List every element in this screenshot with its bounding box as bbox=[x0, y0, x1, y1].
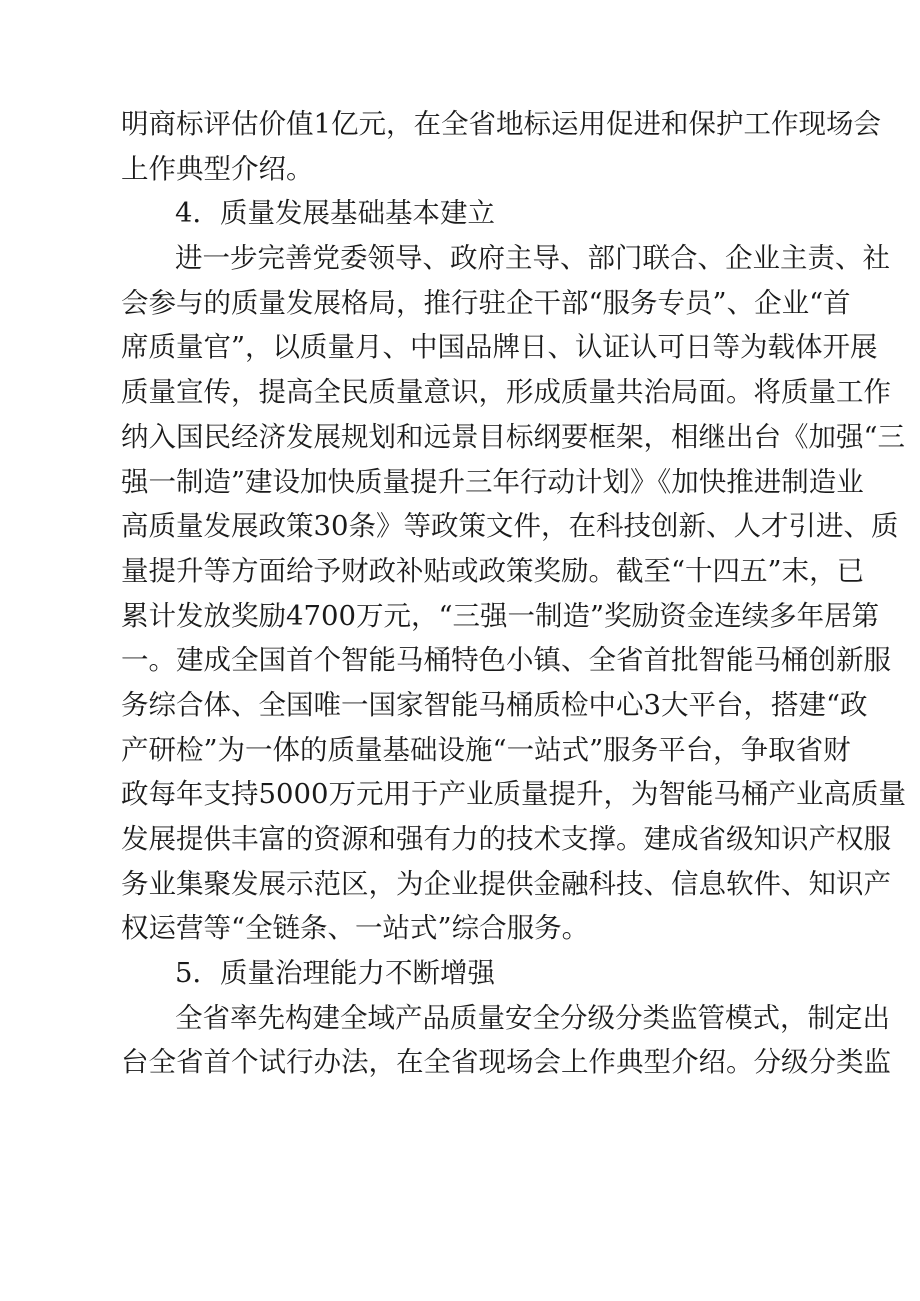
paragraph-line: 一。建成全国首个智能马桶特色小镇、全省首批智能马桶创新服 bbox=[121, 644, 891, 677]
paragraph-line: 产研检”为一体的质量基础设施“一站式”服务平台，争取省财 bbox=[121, 733, 851, 766]
paragraph-line: 席质量官”，以质量月、中国品牌日、认证认可日等为载体开展 bbox=[121, 331, 878, 364]
paragraph-line: 纳入国民经济发展规划和远景目标纲要框架，相继出台《加强“三 bbox=[121, 420, 906, 453]
paragraph-line: 高质量发展政策30条》等政策文件，在科技创新、人才引进、质 bbox=[121, 510, 899, 543]
paragraph-line: 会参与的质量发展格局，推行驻企干部“服务专员”、企业“首 bbox=[121, 286, 851, 319]
paragraph-line: 累计发放奖励4700万元，“三强一制造”奖励资金连续多年居第 bbox=[121, 599, 880, 632]
paragraph-line: 上作典型介绍。 bbox=[121, 152, 314, 185]
paragraph-line: 务业集聚发展示范区，为企业提供金融科技、信息软件、知识产 bbox=[121, 867, 891, 900]
section-heading: 4．质量发展基础基本建立 bbox=[175, 197, 495, 230]
paragraph-line: 量提升等方面给予财政补贴或政策奖励。截至“十四五”末，已 bbox=[121, 554, 865, 587]
paragraph-line: 台全省首个试行办法，在全省现场会上作典型介绍。分级分类监 bbox=[121, 1046, 891, 1079]
document-body bbox=[121, 102, 906, 1085]
paragraph-line: 权运营等“全链条、一站式”综合服务。 bbox=[121, 912, 590, 945]
paragraph-line: 明商标评估价值1亿元，在全省地标运用促进和保护工作现场会 bbox=[121, 108, 881, 140]
paragraph-line: 全省率先构建全域产品质量安全分级分类监管模式，制定出 bbox=[175, 1001, 890, 1034]
paragraph-line: 政每年支持5000万元用于产业质量提升，为智能马桶产业高质量 bbox=[121, 778, 906, 811]
paragraph-line: 质量宣传，提高全民质量意识，形成质量共治局面。将质量工作 bbox=[121, 376, 891, 409]
paragraph-line: 进一步完善党委领导、政府主导、部门联合、企业主责、社 bbox=[175, 242, 890, 275]
paragraph-line: 强一制造”建设加快质量提升三年行动计划》《加快推进制造业 bbox=[121, 465, 864, 498]
paragraph-line: 务综合体、全国唯一国家智能马桶质检中心3大平台，搭建“政 bbox=[121, 688, 868, 721]
paragraph-line: 发展提供丰富的资源和强有力的技术支撑。建成省级知识产权服 bbox=[121, 823, 891, 855]
section-heading: 5．质量治理能力不断增强 bbox=[175, 957, 495, 990]
